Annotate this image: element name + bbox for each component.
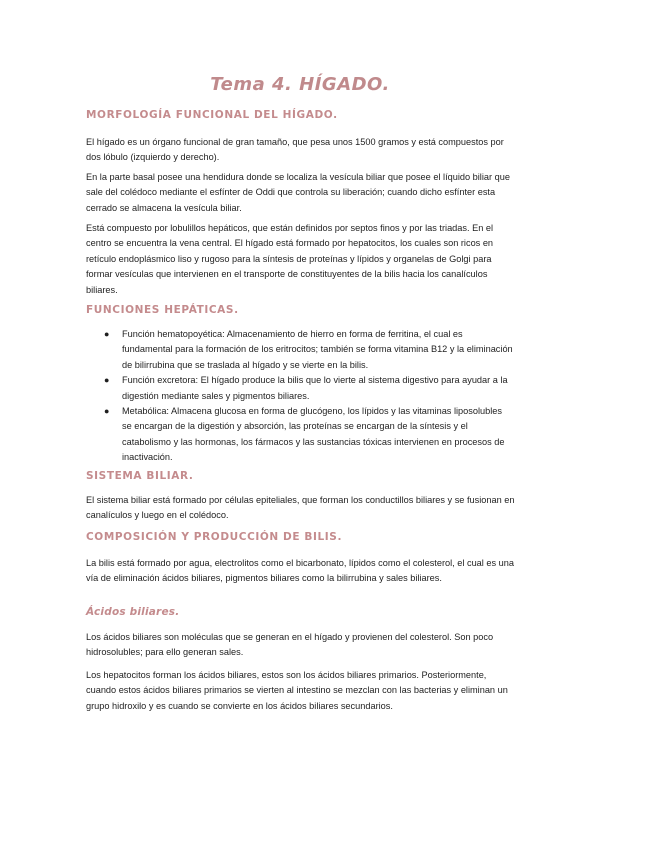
heading-acidos-biliares: Ácidos biliares. bbox=[86, 606, 180, 618]
heading-sistema-biliar: SISTEMA BILIAR. bbox=[86, 470, 194, 482]
heading-morfologia: MORFOLOGÍA FUNCIONAL DEL HÍGADO. bbox=[86, 109, 338, 121]
paragraph-acidos-2: Los hepatocitos forman los ácidos biliares, estos son los ácidos biliares primarios. Posteriormente, cuando estos ácidos biliares primarios se vierten al intestino se mezclan con las bacterias y eliminan un grupo hidroxilo y es cuando se convierte en los ácidos biliares secundarios. bbox=[86, 670, 508, 711]
heading-composicion: COMPOSICIÓN Y PRODUCCIÓN DE BILIS. bbox=[86, 531, 343, 543]
list-item-text: Función hematopoyética: Almacenamiento de hierro en forma de ferritina, el cual es fundamental para la formación de los eritrocitos; también se forma vitamina B12 y la eliminación de bilirrubina que se traslada al hígado y se vierte en la bilis. bbox=[122, 329, 513, 370]
paragraph-composicion-1: La bilis está formado por agua, electrolitos como el bicarbonato, lípidos como el colesterol, el cual es una vía de eliminación ácidos biliares, pigmentos biliares como la bilirrubina y sales biliares. bbox=[86, 558, 514, 584]
page-title: Tema 4. HÍGADO. bbox=[210, 74, 390, 95]
list-item bbox=[104, 327, 514, 373]
list-item bbox=[104, 404, 514, 466]
list-item-text: Función excretora: El hígado produce la bilis que lo vierte al sistema digestivo para ayudar a la digestión mediante sales y pigmentos biliares. bbox=[122, 375, 508, 401]
paragraph-sistema-1: El sistema biliar está formado por células epiteliales, que forman los conductillos biliares y se fusionan en canalículos y luego en el colédoco. bbox=[86, 495, 515, 521]
heading-funciones: FUNCIONES HEPÁTICAS. bbox=[86, 304, 239, 316]
paragraph-morfologia-2: En la parte basal posee una hendidura donde se localiza la vesícula biliar que posee el líquido biliar que sale del colédoco mediante el esfínter de Oddi que controla su liberación; cuando dicho esfínter esta cerrado se almacena la vesícula biliar. bbox=[86, 172, 510, 213]
bullet-icon: ● bbox=[104, 406, 110, 417]
bullet-icon: ● bbox=[104, 329, 110, 339]
paragraph-morfologia-3: Está compuesto por lobulillos hepáticos, que están definidos por septos finos y por las triadas. En el centro se encuentra la vena central. El hígado está formado por hepatocitos, los cuales son ricos en retículo endoplásmico liso y rugoso para la síntesis de proteínas y lípidos y organelas de Golgi para formar vesículas que intervienen en el transporte de constituyentes de la bilis hacia los canalículos biliares. bbox=[86, 223, 494, 295]
funciones-list bbox=[104, 327, 514, 466]
bullet-icon: ● bbox=[104, 375, 110, 386]
paragraph-morfologia-1: El hígado es un órgano funcional de gran tamaño, que pesa unos 1500 gramos y está compuestos por dos lóbulo (izquierdo y derecho). bbox=[86, 137, 504, 163]
list-item-text: Metabólica: Almacena glucosa en forma de glucógeno, los lípidos y las vitaminas liposolubles se encargan de la digestión y absorción, las proteínas se encargan de la síntesis y el catabolismo y las hormonas, los fármacos y las sustancias tóxicas intervienen en procesos de inactivación. bbox=[122, 406, 505, 463]
paragraph-acidos-1: Los ácidos biliares son moléculas que se generan en el hígado y provienen del colesterol. Son poco hidrosolubles; para ello generan sales. bbox=[86, 632, 494, 658]
list-item bbox=[104, 373, 514, 404]
